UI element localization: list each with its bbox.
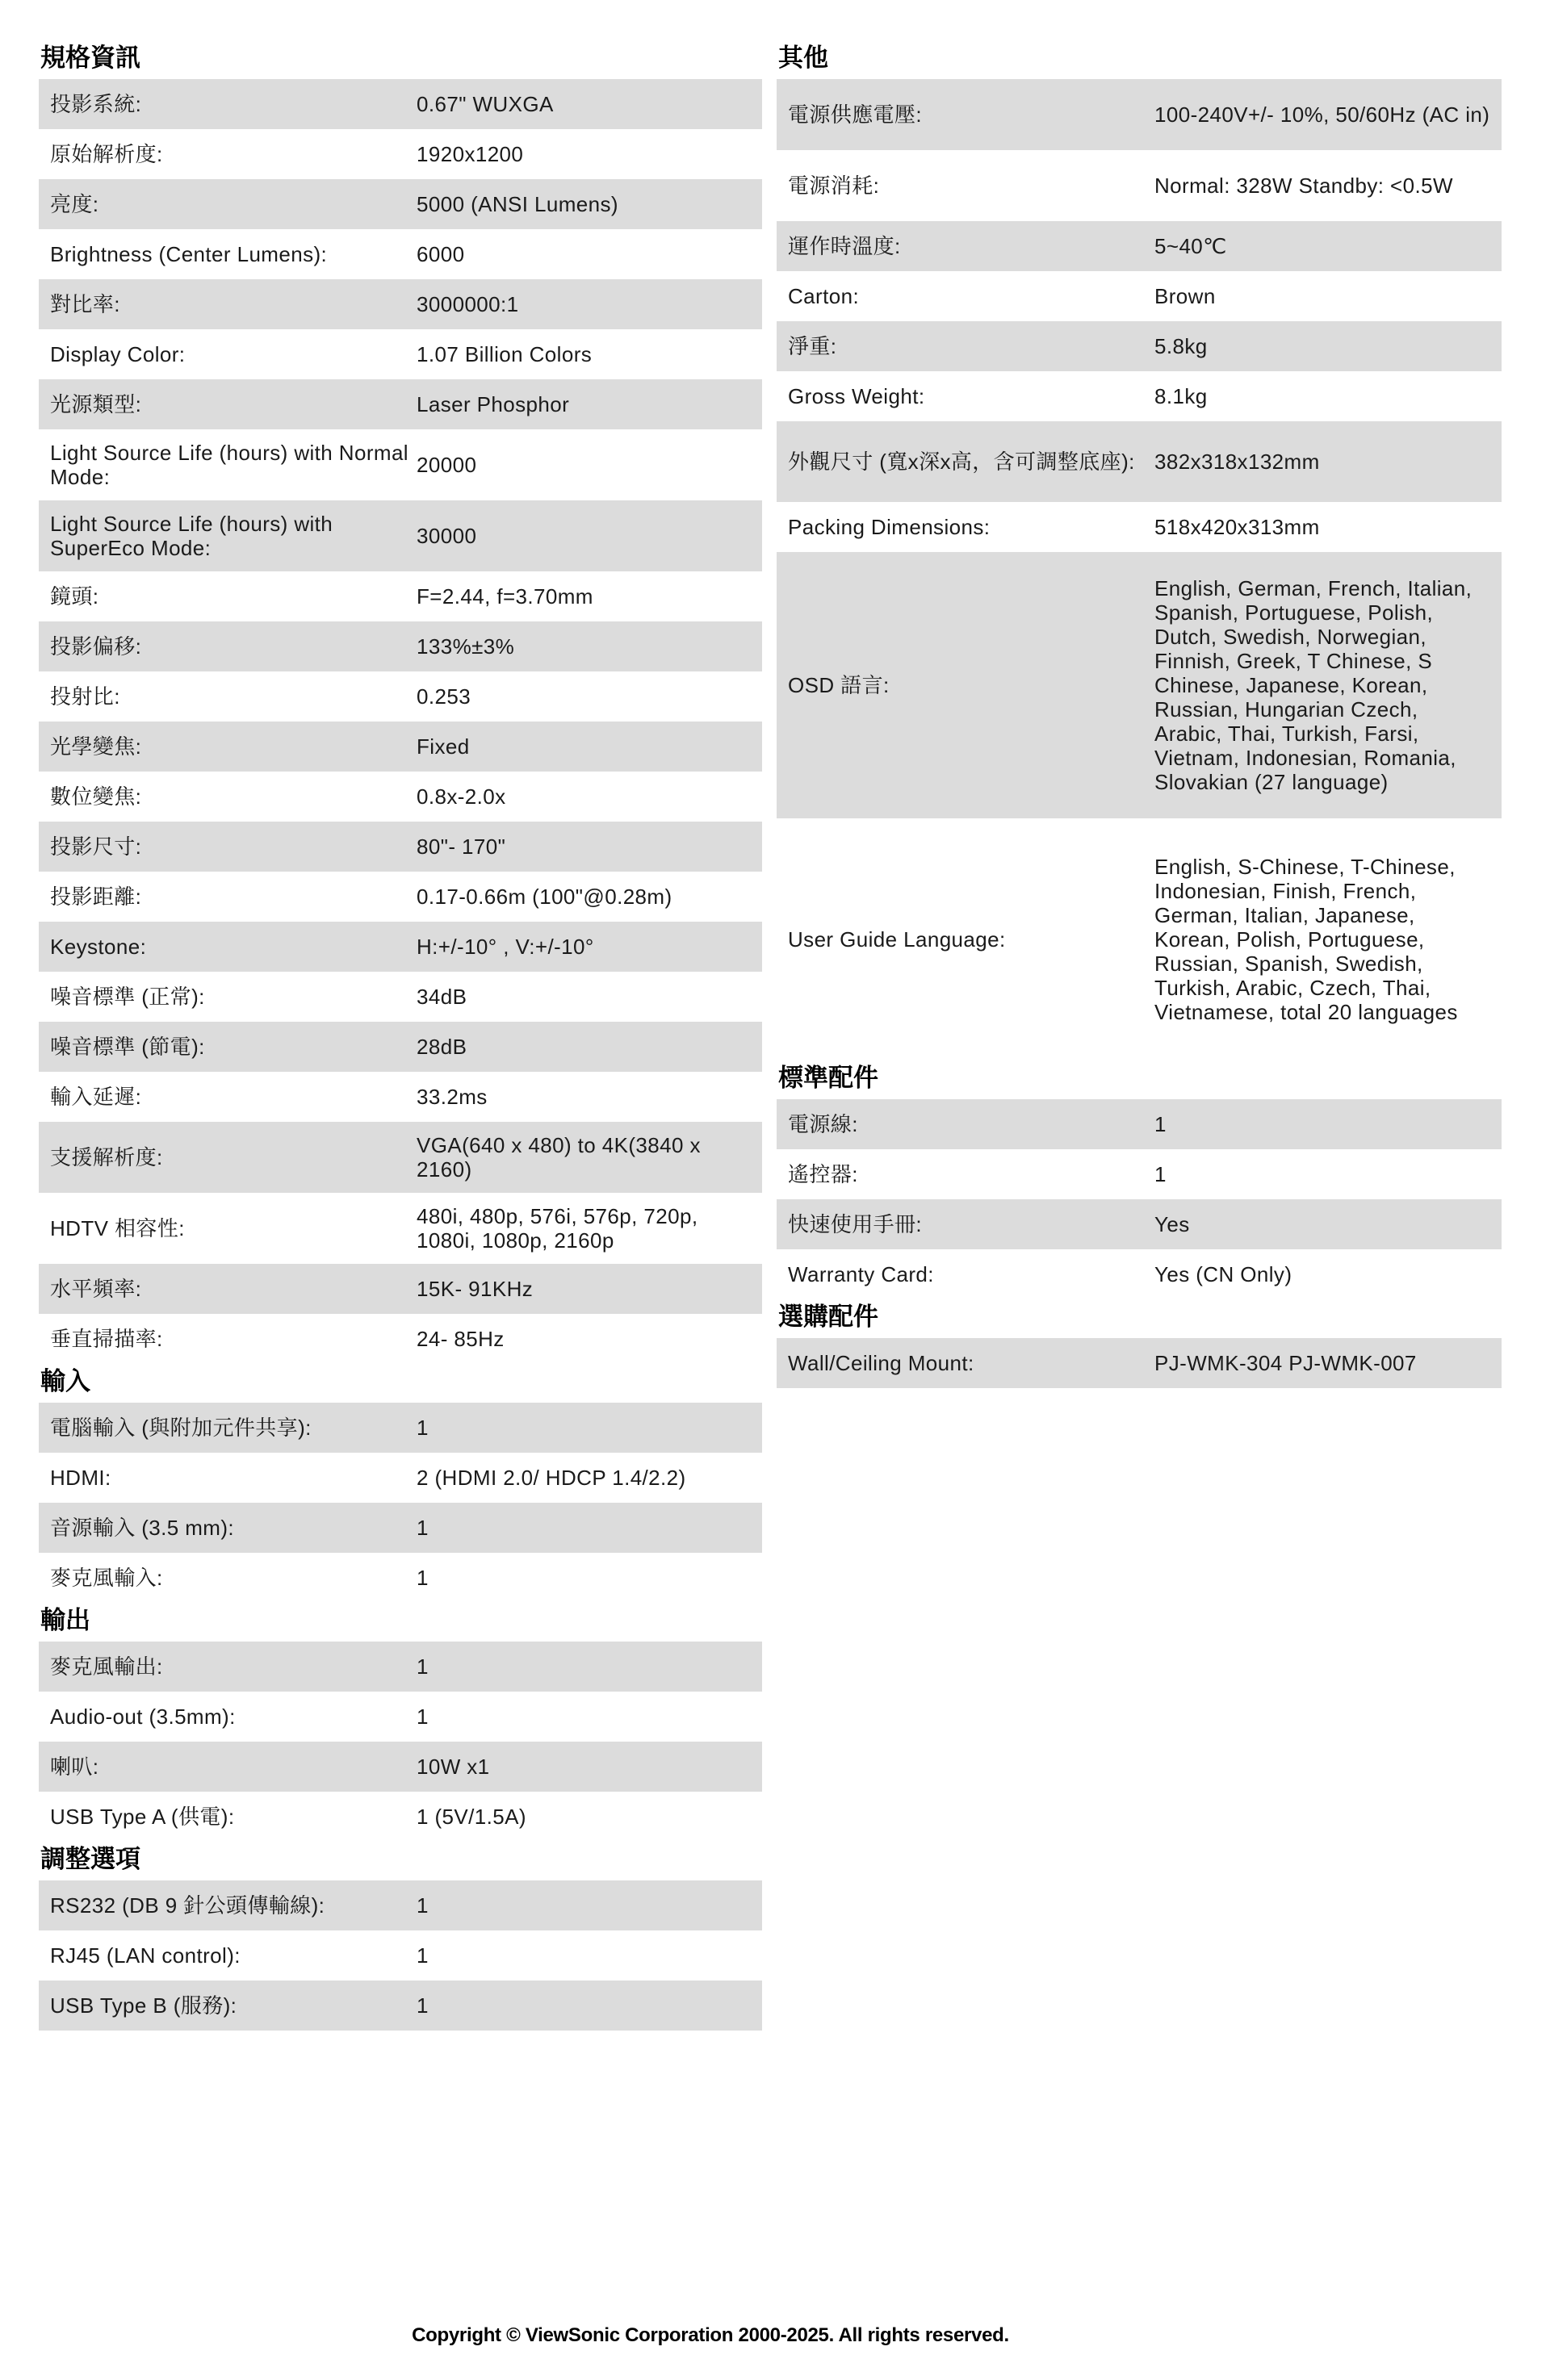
table-row: [39, 1642, 762, 1692]
table-row: [777, 221, 1502, 271]
row-value: Laser Phosphor: [417, 392, 570, 416]
section-title-output: 輸出: [40, 1606, 90, 1634]
row-label: 電源消耗:: [788, 174, 880, 198]
row-label: 支援解析度:: [50, 1145, 163, 1169]
table-row: [777, 502, 1502, 552]
table-row: [39, 1453, 762, 1503]
row-label: 投影距離:: [50, 885, 142, 909]
table-row: [39, 179, 762, 229]
section-title-standard-accessories: 標準配件: [778, 1064, 878, 1092]
row-label: 光學變焦:: [50, 734, 142, 759]
row-value: English, S-Chinese, T-Chinese, Indonesian, Finish, French, German, Italian, Japanese, Korean, Polish, Portuguese, Russian, Spanish, Swedish, Turkish, Arabic, Czech, Thai, Vietnamese, total 20 languages: [1154, 855, 1458, 1024]
table-row: [777, 421, 1502, 502]
row-value: 1: [1154, 1112, 1167, 1136]
row-value: 133%±3%: [417, 634, 515, 659]
row-value: 28dB: [417, 1035, 467, 1059]
row-label: Wall/Ceiling Mount:: [788, 1351, 974, 1375]
input-table: [39, 1403, 762, 1603]
row-label: Packing Dimensions:: [788, 515, 991, 539]
row-label: OSD 語言:: [788, 673, 890, 697]
row-label: 麥克風輸入:: [50, 1566, 163, 1590]
table-row: [777, 79, 1502, 150]
row-value: 34dB: [417, 985, 467, 1009]
row-label: 對比率:: [50, 292, 120, 316]
row-value: 0.253: [417, 684, 471, 709]
row-value: 1920x1200: [417, 142, 524, 166]
row-label: 投影系統:: [50, 92, 142, 116]
table-row: [777, 1249, 1502, 1299]
table-row: [777, 321, 1502, 371]
table-row: [39, 1930, 762, 1981]
row-label: Carton:: [788, 284, 860, 308]
row-value: 1: [417, 1943, 429, 1968]
table-row: [777, 271, 1502, 321]
standard-accessories-table: [777, 1099, 1502, 1299]
section-title-other: 其他: [778, 44, 828, 72]
row-label: Brightness (Center Lumens):: [50, 242, 328, 266]
row-label: 投射比:: [50, 684, 120, 709]
table-row: [39, 1553, 762, 1603]
row-value: 1: [1154, 1162, 1167, 1186]
right-column: [777, 40, 1502, 1388]
table-row: [39, 872, 762, 922]
row-label: 噪音標準 (正常):: [50, 985, 205, 1009]
row-value: Brown: [1154, 284, 1216, 308]
table-row: [39, 922, 762, 972]
table-row: [39, 1264, 762, 1314]
optional-accessories-table: [777, 1338, 1502, 1388]
table-row: [777, 1338, 1502, 1388]
row-label: 鏡頭:: [50, 584, 99, 609]
table-row: [39, 1022, 762, 1072]
row-label: 淨重:: [788, 334, 837, 358]
table-row: [39, 429, 762, 500]
row-label: USB Type B (服務):: [50, 1993, 237, 2018]
table-row: [39, 1742, 762, 1792]
table-row: [39, 379, 762, 429]
other-table: [777, 79, 1502, 1060]
row-value: 1.07 Billion Colors: [417, 342, 593, 366]
table-row: [777, 1099, 1502, 1149]
row-value: 3000000:1: [417, 292, 519, 316]
row-label: 輸入延遲:: [50, 1085, 142, 1109]
table-row: [39, 772, 762, 822]
table-row: [39, 822, 762, 872]
table-row: [39, 1503, 762, 1553]
row-value: 382x318x132mm: [1154, 450, 1320, 474]
row-label: 電腦輸入 (與附加元件共享):: [50, 1416, 312, 1440]
section-title-optional-accessories: 選購配件: [778, 1303, 878, 1331]
row-label: USB Type A (供電):: [50, 1805, 235, 1829]
row-value: 6000: [417, 242, 465, 266]
table-row: [39, 1403, 762, 1453]
output-table: [39, 1642, 762, 1842]
row-value: PJ-WMK-304 PJ-WMK-007: [1154, 1351, 1417, 1375]
row-label: 電源供應電壓:: [788, 102, 923, 127]
row-label: 光源類型:: [50, 392, 142, 416]
row-value: 1: [417, 1566, 429, 1590]
row-label: Warranty Card:: [788, 1262, 934, 1286]
row-label: 麥克風輸出:: [50, 1654, 163, 1679]
row-label: 水平頻率:: [50, 1277, 142, 1301]
section-title-control: 調整選項: [40, 1845, 140, 1873]
row-label: 噪音標準 (節電):: [50, 1035, 205, 1059]
table-row: [39, 279, 762, 329]
row-label: RS232 (DB 9 針公頭傳輸線):: [50, 1893, 325, 1918]
row-value: 1: [417, 1993, 429, 2018]
section-title-input: 輸入: [40, 1367, 90, 1395]
table-row: [39, 1792, 762, 1842]
row-value: 0.17-0.66m (100"@0.28m): [417, 885, 672, 909]
row-label: Display Color:: [50, 342, 186, 366]
row-label: 喇叭:: [50, 1755, 99, 1779]
table-row: [39, 1122, 762, 1193]
row-label: 外觀尺寸 (寬x深x高，含可調整底座):: [788, 450, 1135, 474]
table-row: [777, 1199, 1502, 1249]
row-value: H:+/-10° , V:+/-10°: [417, 935, 594, 959]
row-value: 2 (HDMI 2.0/ HDCP 1.4/2.2): [417, 1466, 686, 1490]
row-label: RJ45 (LAN control):: [50, 1943, 241, 1968]
table-row: [777, 818, 1502, 1060]
row-label: 運作時溫度:: [788, 234, 901, 258]
row-value: F=2.44, f=3.70mm: [417, 584, 593, 609]
row-value: Yes: [1154, 1212, 1190, 1236]
row-value: Yes (CN Only): [1154, 1262, 1292, 1286]
row-value: 10W x1: [417, 1755, 490, 1779]
row-value: 1: [417, 1654, 429, 1679]
row-value: 518x420x313mm: [1154, 515, 1320, 539]
row-value: Normal: 328W Standby: <0.5W: [1154, 174, 1453, 198]
table-row: [777, 1149, 1502, 1199]
table-row: [39, 229, 762, 279]
row-label: Light Source Life (hours) with Normal Mode:: [50, 441, 408, 489]
row-value: 1: [417, 1893, 429, 1918]
row-value: English, German, French, Italian, Spanish, Portuguese, Polish, Dutch, Swedish, Norwegian, Finnish, Greek, T Chinese, S Chinese, Japanese, Korean, Russian, Hungarian Czech, Arabic, Thai, Turkish, Farsi, Vietnam, Indonesian, Romania, Slovakian (27 language): [1154, 576, 1472, 794]
row-value: Fixed: [417, 734, 470, 759]
table-row: [39, 671, 762, 722]
copyright-footer: Copyright © ViewSonic Corporation 2000-2025. All rights reserved.: [412, 2324, 1009, 2346]
table-row: [39, 1193, 762, 1264]
row-value: 1 (5V/1.5A): [417, 1805, 526, 1829]
table-row: [39, 621, 762, 671]
row-value: 33.2ms: [417, 1085, 488, 1109]
table-row: [777, 371, 1502, 421]
control-table: [39, 1880, 762, 2031]
table-row: [39, 1072, 762, 1122]
table-row: [39, 1981, 762, 2031]
table-row: [39, 500, 762, 571]
row-value: 480i, 480p, 576i, 576p, 720p, 1080i, 1080p, 2160p: [417, 1204, 698, 1253]
row-label: User Guide Language:: [788, 927, 1006, 952]
specs-table: [39, 79, 762, 1364]
row-label: 電源線:: [788, 1112, 858, 1136]
row-value: 30000: [417, 524, 477, 548]
row-value: 8.1kg: [1154, 384, 1208, 408]
row-value: 80"- 170": [417, 834, 506, 859]
table-row: [39, 79, 762, 129]
row-label: Keystone:: [50, 935, 147, 959]
row-value: 1: [417, 1704, 429, 1729]
table-row: [39, 571, 762, 621]
table-row: [39, 722, 762, 772]
row-value: 0.67" WUXGA: [417, 92, 554, 116]
row-label: Gross Weight:: [788, 384, 925, 408]
row-value: 100-240V+/- 10%, 50/60Hz (AC in): [1154, 102, 1490, 127]
row-label: 垂直掃描率:: [50, 1327, 163, 1351]
row-value: 5~40℃: [1154, 234, 1227, 258]
table-row: [777, 552, 1502, 818]
row-label: HDTV 相容性:: [50, 1216, 185, 1240]
row-label: 遙控器:: [788, 1162, 858, 1186]
table-row: [39, 1314, 762, 1364]
table-row: [39, 1880, 762, 1930]
table-row: [39, 329, 762, 379]
row-label: 原始解析度:: [50, 142, 163, 166]
row-label: HDMI:: [50, 1466, 111, 1490]
table-row: [777, 150, 1502, 221]
row-value: 1: [417, 1516, 429, 1540]
row-label: 亮度:: [50, 192, 99, 216]
row-value: 15K- 91KHz: [417, 1277, 534, 1301]
row-label: 快速使用手冊:: [788, 1212, 923, 1236]
row-label: 投影偏移:: [50, 634, 142, 659]
row-value: 0.8x-2.0x: [417, 784, 506, 809]
left-column: [39, 40, 762, 2031]
row-label: Light Source Life (hours) with SuperEco Mode:: [50, 512, 333, 560]
table-row: [39, 972, 762, 1022]
row-value: 1: [417, 1416, 429, 1440]
row-label: 數位變焦:: [50, 784, 142, 809]
row-value: VGA(640 x 480) to 4K(3840 x 2160): [417, 1133, 701, 1182]
row-label: 音源輸入 (3.5 mm):: [50, 1516, 235, 1540]
row-value: 24- 85Hz: [417, 1327, 505, 1351]
row-value: 20000: [417, 453, 477, 477]
section-title-specs: 規格資訊: [40, 44, 140, 72]
table-row: [39, 129, 762, 179]
row-label: 投影尺寸:: [50, 834, 142, 859]
row-value: 5000 (ANSI Lumens): [417, 192, 618, 216]
row-value: 5.8kg: [1154, 334, 1208, 358]
table-row: [39, 1692, 762, 1742]
row-label: Audio-out (3.5mm):: [50, 1704, 236, 1729]
